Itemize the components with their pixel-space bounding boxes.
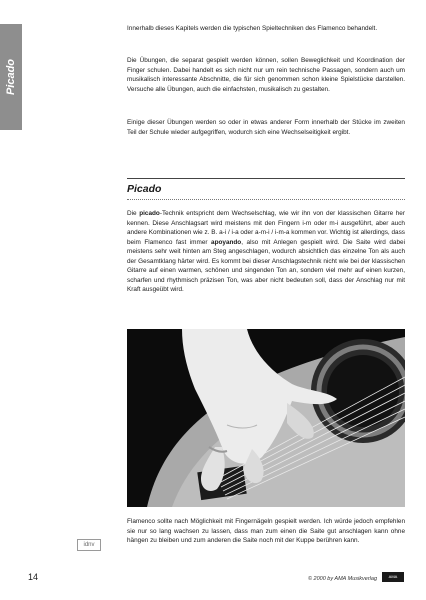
copyright-notice: © 2000 by AMA Musikverlag [307, 576, 377, 582]
intro-paragraph-3 [127, 118, 405, 137]
intro-paragraph-2 [127, 56, 405, 94]
apoyando-term: apoyando [211, 238, 242, 246]
picado-text-part-1: Die [127, 210, 140, 217]
guitar-hand-photo [127, 329, 405, 507]
page-number: 14 [28, 572, 39, 582]
ama-logo [382, 572, 404, 582]
section-heading-underline [127, 199, 405, 200]
intro-paragraph-2-text: Die Übungen, die separat gespielt werden können, sollen Beweglichkeit und Koordination der Finger schulen. Dabei handelt es sich nicht nur um rein technische Passagen, sondern auch um musikalisch interessante Abschnitte, die für sich genommen schon kleine Spielstücke darstellen. Versuche alle Übungen, auch die einfachsten, musikalisch zu gestalten. [127, 57, 405, 93]
picado-term: picado [139, 210, 160, 217]
section-divider [127, 178, 405, 179]
picado-paragraph-text [127, 209, 405, 295]
fingernail-paragraph [127, 517, 405, 546]
idnv-logo: idnv [77, 539, 101, 551]
intro-paragraph-1-text: Innerhalb dieses Kapitels werden die typischen Spieltechniken des Flamenco behandelt. [127, 25, 378, 32]
picado-text-part-2: -Technik entspricht dem Wechselschlag, wie wir ihn von der klassischen Gitarre her kennen. Diese Anschlagsart wird meistens mit den Fingern i-m oder m-i ausgeführt, aber auch andere Kombinationen wie z. B. a-i / i-a oder a-m-i / i-m-a kommen vor. Wichtig ist allerdings, dass beim Flamenco fast immer [127, 210, 405, 246]
section-heading: Picado [127, 183, 162, 195]
picado-text-part-3: , also mit Anlegen gespielt wird. Die Saite wird dabei meistens sehr weit hinten am Steg angeschlagen, wodurch absichtlich das einzelne Ton als auch der Gesamtklang härter wird. Es kommt bei dieser Anschlagstechnik nicht wie bei der klassischen Gitarre auf einen warmen, schönen und singenden Ton an, sondern viel mehr auf einen kurzen, scharfen und rhythmisch präzisen Ton, was aber nicht bedeuten soll, dass der Anschlag nur mit Kraft ausgeübt wird. [127, 238, 405, 293]
picado-paragraph [127, 209, 405, 295]
ama-logo-text: AMA [388, 574, 398, 579]
chapter-side-tab [0, 24, 22, 130]
fingernail-paragraph-text: Flamenco sollte nach Möglichkeit mit Fingernägeln gespielt werden. Ich würde jedoch empfehlen sie nur so lang wachsen zu lassen, dass man zum einen die Saite gut anschlagen kann ohne hängen zu bleiben und zum anderen die Saite noch mit der Kuppe berühren kann. [127, 518, 405, 544]
intro-paragraph-1 [127, 24, 405, 34]
chapter-side-tab-label: Picado [5, 58, 17, 96]
intro-paragraph-3-text: Einige dieser Übungen werden so oder in etwas anderer Form innerhalb der Stücke im zweiten Teil der Schule wieder aufgegriffen, wodurch sich eine Wechselseitigkeit ergibt. [127, 119, 405, 136]
